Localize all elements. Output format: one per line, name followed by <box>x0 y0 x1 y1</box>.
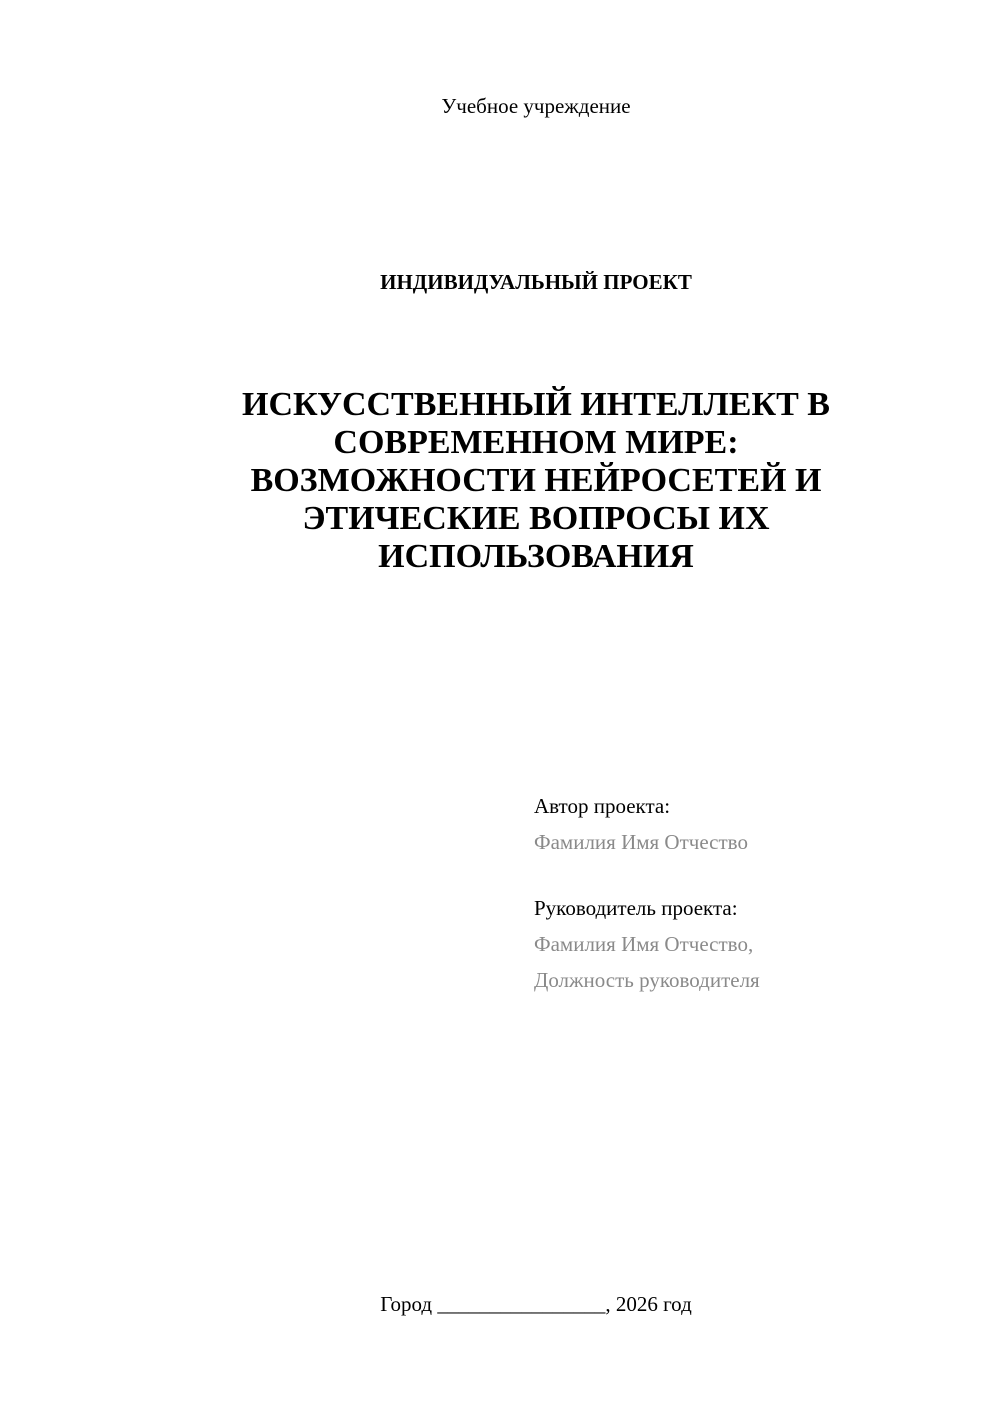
supervisor-name-placeholder: Фамилия Имя Отчество, <box>534 932 754 956</box>
supervisor-position-placeholder: Должность руководителя <box>534 968 760 992</box>
project-title <box>180 386 892 576</box>
project-title-line: ЭТИЧЕСКИЕ ВОПРОСЫ ИХ <box>302 500 770 537</box>
project-title-line: ВОЗМОЖНОСТИ НЕЙРОСЕТЕЙ И <box>250 462 822 499</box>
project-title-line: ИСКУССТВЕННЫЙ ИНТЕЛЛЕКТ В <box>242 386 830 423</box>
credits-spacer <box>534 860 974 890</box>
credits-block <box>534 788 974 998</box>
institution-name: Учебное учреждение <box>441 94 631 118</box>
supervisor-label: Руководитель проекта: <box>534 896 738 920</box>
author-name-placeholder: Фамилия Имя Отчество <box>534 830 748 854</box>
project-title-line: ИСПОЛЬЗОВАНИЯ <box>378 538 694 575</box>
city-year-line: Город ________________, 2026 год <box>380 1292 692 1316</box>
project-title-line: СОВРЕМЕННОМ МИРЕ: <box>333 424 739 461</box>
project-type-heading: ИНДИВИДУАЛЬНЫЙ ПРОЕКТ <box>380 270 692 294</box>
author-label: Автор проекта: <box>534 794 671 818</box>
